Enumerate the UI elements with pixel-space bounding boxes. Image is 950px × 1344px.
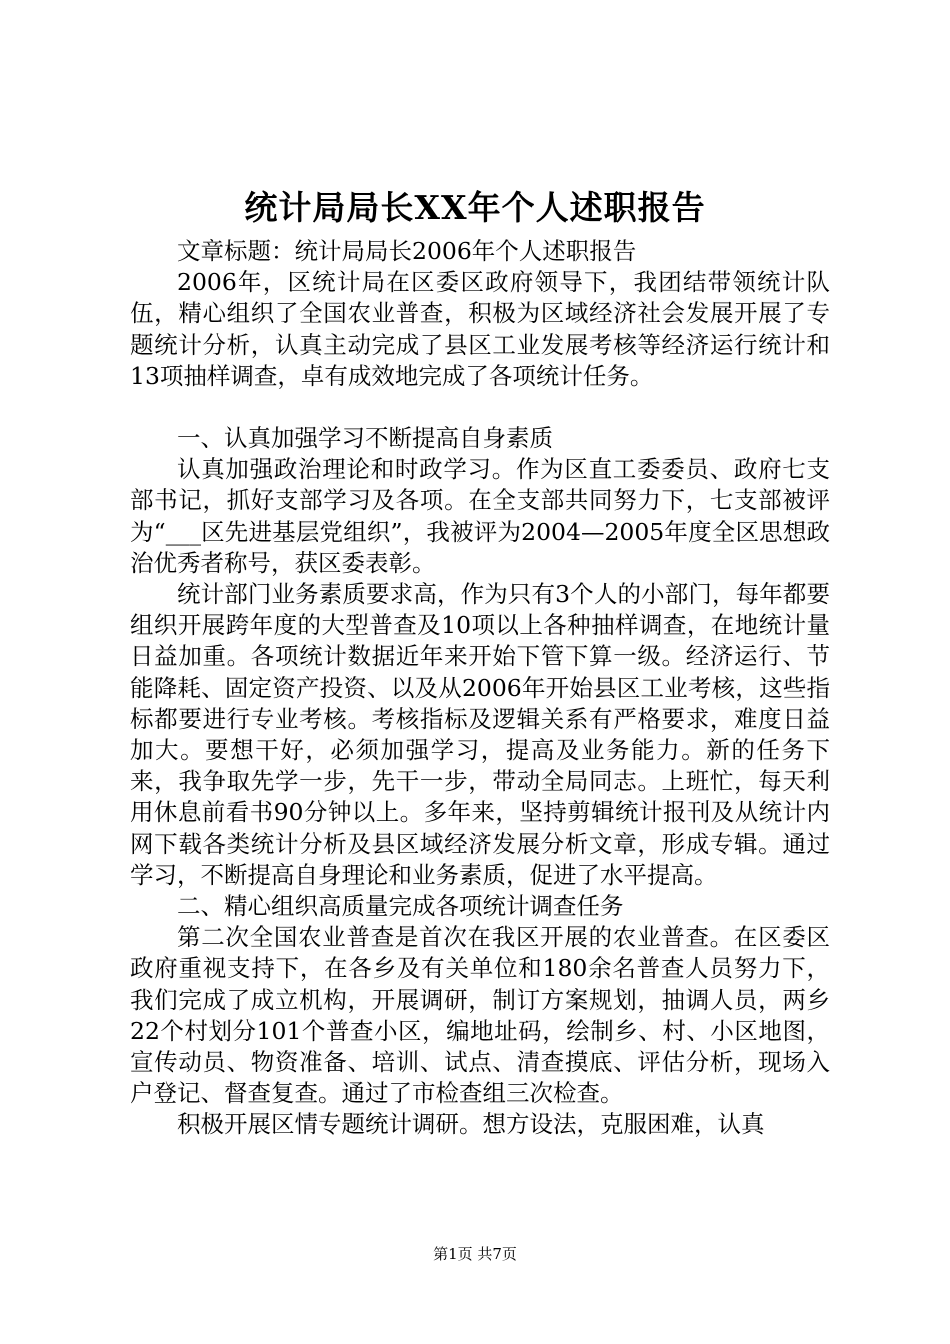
document-body — [130, 236, 830, 1141]
section-heading-1: 一、认真加强学习不断提高自身素质 — [177, 424, 553, 453]
paragraph-business: 统计部门业务素质要求高，作为只有3个人的小部门，每年都要组织开展跨年度的大型普查及10项以上各种抽样调查，在地统计量日益加重。各项统计数据近年来开始下管下算一级。经济运行、节能降耗、固定资产投资、以及从2006年开始县区工业考核，这些指标都要进行专业考核。考核指标及逻辑关系有严格要求，难度日益加大。要想干好，必须加强学习，提高及业务能力。新的任务下来，我争取先学一步，先干一步，带动全局同志。上班忙，每天利用休息前看书90分钟以上。多年来，坚持剪辑统计报刊及从统计内网下载各类统计分析及县区域经济发展分析文章，形成专辑。通过学习，不断提高自身理论和业务素质，促进了水平提高。 — [130, 580, 830, 889]
article-title-line: 文章标题：统计局局长2006年个人述职报告 — [177, 237, 637, 265]
document-title: 统计局局长XX年个人述职报告 — [244, 188, 706, 227]
page-footer: 第1页 共7页 — [433, 1245, 517, 1263]
paragraph-census: 第二次全国农业普查是首次在我区开展的农业普查。在区委区政府重视支持下，在各乡及有关单位和180余名普查人员努力下，我们完成了成立机构，开展调研，制订方案规划，抽调人员，两乡22个村划分101个普查小区，编地址码，绘制乡、村、小区地图，宣传动员、物资准备、培训、试点、清查摸底、评估分析，现场入户登记、督查复查。通过了市检查组三次检查。 — [130, 923, 830, 1108]
section-heading-2: 二、精心组织高质量完成各项统计调查任务 — [177, 892, 624, 921]
paragraph-research: 积极开展区情专题统计调研。想方设法，克服困难，认真 — [177, 1110, 765, 1139]
intro-paragraph: 2006年，区统计局在区委区政府领导下，我团结带领统计队伍，精心组织了全国农业普查，积极为区域经济社会发展开展了专题统计分析，认真主动完成了县区工业发展考核等经济运行统计和13项抽样调查，卓有成效地完成了各项统计任务。 — [130, 268, 830, 390]
blank-line — [130, 392, 830, 423]
paragraph-study: 认真加强政治理论和时政学习。作为区直工委委员、政府七支部书记，抓好支部学习及各项。在全支部共同努力下，七支部被评为“___区先进基层党组织”，我被评为2004—2005年度全区思想政治优秀者称号，获区委表彰。 — [130, 455, 830, 577]
